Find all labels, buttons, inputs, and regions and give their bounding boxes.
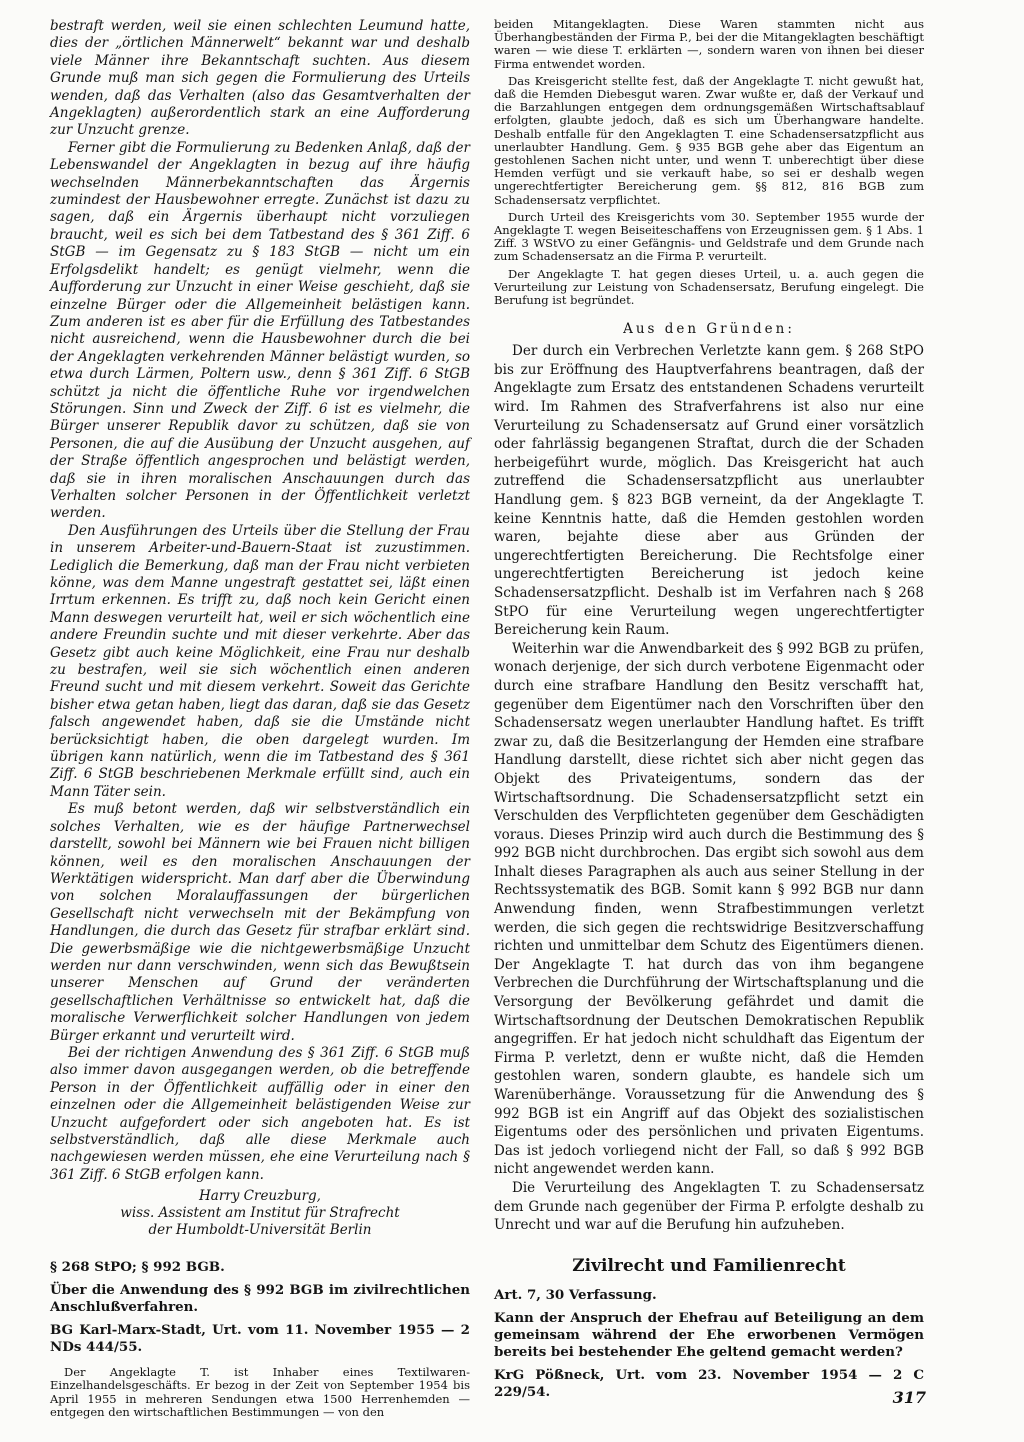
court-citation: BG Karl-Marx-Stadt, Urt. vom 11. November 1955 — 2 NDs 444/55.: [50, 1322, 470, 1356]
section-title: Zivilrecht und Familienrecht: [572, 1255, 846, 1276]
grounds-paragraph-1: Der durch ein Verbrechen Verletzte kann gem. § 268 StPO bis zur Eröffnung des Hauptverfahrens beantragen, daß der Angeklagte zum Ersatz des entstandenen Schadens verurteilt wird. Im Rahmen des Strafverfahrens ist also nur eine Verurteilung zu Schadensersatz auf Grund einer vorsätzlich oder fahrlässig begangenen Straftat, durch die der Schaden herbeigeführt wurde, möglich. Das Kreisgericht hat auch zutreffend die Schadensersatzpflicht aus unerlaubter Handlung gem. § 823 BGB verneint, da der Angeklagte T. keine Kenntnis hatte, daß die Hemden gestohlen worden waren, bejahte diese aber aus Gründen der ungerechtfertigten Bereicherung. Die Rechtsfolge einer ungerechtfertigten Bereicherung ist jedoch keine Schadensersatzpflicht. Deshalb ist im Verfahren nach § 268 StPO für eine Verurteilung wegen ungerechtfertigter Bereicherung kein Raum.: [494, 343, 924, 639]
left-column: [50, 18, 470, 1419]
facts-paragraph-4: Der Angeklagte T. hat gegen dieses Urteil, u. a. auch gegen die Verurteilung zur Leistung von Schadensersatz, Berufung eingelegt. Die Berufung ist begründet.: [494, 266, 924, 308]
facts-paragraph-2: Das Kreisgericht stellte fest, daß der Angeklagte T. nicht gewußt hat, daß die Hemden Diebesgut waren. Zwar wußte er, daß der Verkauf und die Barzahlungen entgegen dem ordnungsgemäßen Wirtschaftsablauf erfolgten, glaubte jedoch, daß es sich um Überhangware handelte. Deshalb entfalle für den Angeklagten T. eine Schadensersatzpflicht aus unerlaubter Handlung. Gem. § 935 BGB gehe aber das Eigentum an gestohlenen Sachen nicht unter, und wenn T. unberechtigt über diese Hemden verfügt und sie verkauft habe, so sei er deshalb wegen ungerechtfertigter Bereicherung gem. §§ 812, 816 BGB zum Schadensersatz verpflichtet.: [494, 73, 924, 207]
essay-paragraph-2: Ferner gibt die Formulierung zu Bedenken Anlaß, daß der Lebenswandel der Angeklagten in bezug auf ihre häufig wechselnden Männerbekanntschaften das Ärgernis zumindest der Hausbewohner erregte. Zunächst ist dazu zu sagen, daß ein Ärgernis überhaupt nicht vorzuliegen braucht, weil es sich bei dem Tatbestand des § 361 Ziff. 6 StGB — im Gegensatz zu § 183 StGB — nicht um ein Erfolgsdelikt handelt; es genügt vielmehr, wenn die Aufforderung zur Unzucht in einer Weise geschieht, daß sie einzelne Bürger oder die Allgemeinheit belästigen kann. Zum anderen ist es aber für die Erfüllung des Tatbestandes nicht ausreichend, wenn die Hausbewohner durch die bei der Angeklagten verkehrenden Männer belästigt wurden, so etwa durch Lärmen, Poltern usw., denn § 361 Ziff. 6 StGB schützt ja nicht die öffentliche Ruhe vor irgendwelchen Störungen. Sinn und Zweck der Ziff. 6 ist es vielmehr, die Bürger unserer Republik davor zu schützen, daß sie von Personen, die auf die Ausübung der Unzucht ausgehen, auf der Straße öffentlich angesprochen und belästigt werden, daß sie in ihren moralischen Anschauungen durch das Verhalten solcher Personen in der Öffentlichkeit verletzt werden.: [50, 139, 470, 522]
essay-paragraph-3: Den Ausführungen des Urteils über die Stellung der Frau in unserem Arbeiter-und-Bauern-Staat ist zuzustimmen. Lediglich die Bemerkung, daß man der Frau nicht verbieten könne, was dem Manne ungestraft gestattet sei, läßt einen Irrtum erkennen. Es trifft zu, daß noch kein Gericht einen Mann deswegen verurteilt hat, weil er sich wöchentlich eine andere Freundin suchte und mit dieser verkehrte. Aber das Gesetz gibt auch keine Möglichkeit, eine Frau nur deshalb zu bestrafen, weil sie sich wöchentlich einen anderen Freund sucht und mit diesem verkehrt. Soweit das Gerichte bisher etwa getan haben, liegt das daran, daß sie das Gesetz falsch angewendet haben, daß sie die Umstände nicht berücksichtigt haben, die oben dargelegt wurden. Im übrigen kann natürlich, wenn die im Tatbestand des § 361 Ziff. 6 StGB beschriebenen Merkmale erfüllt sind, auch ein Mann Täter sein.: [50, 522, 470, 800]
case-headnote-2: Kann der Anspruch der Ehefrau auf Beteiligung an dem gemeinsam während der Ehe erworbenen Vermögen bereits bei bestehender Ehe geltend gemacht werden?: [494, 1309, 924, 1360]
author-signature: [50, 1188, 470, 1239]
grounds-heading: Aus den Gründen:: [623, 321, 795, 338]
case-headnote: Über die Anwendung des § 992 BGB im zivilrechtlichen Anschlußverfahren.: [50, 1282, 470, 1316]
facts-paragraph-3: Durch Urteil des Kreisgerichts vom 30. September 1955 wurde der Angeklagte T. wegen Beiseiteschaffens von Erzeugnissen gem. § 1 Abs. 1 Ziff. 3 WStVO zu einer Gefängnis- und Geldstrafe und dem Grunde nach zum Schadensersatz an die Firma P. verurteilt.: [494, 209, 924, 264]
essay-paragraph-1: bestraft werden, weil sie einen schlechten Leumund hatte, dies der „örtlichen Männerwelt“ bekannt war und deshalb viele Männer ihre Bekanntschaft suchten. Aus diesem Grunde muß man sich gegen die Formulierung des Urteils wenden, daß das Verhalten (also das Gesamtverhalten der Angeklagten) außerordentlich stark an eine Aufforderung zur Unzucht grenze.: [50, 18, 470, 139]
court-citation-2: KrG Pößneck, Urt. vom 23. November 1954 — 2 C 229/54.: [494, 1366, 924, 1400]
right-column: [494, 18, 924, 1401]
author-position: wiss. Assistent am Institut für Strafrecht: [120, 1205, 400, 1222]
case-facts-paragraph: Der Angeklagte T. ist Inhaber eines Textilwaren-Einzelhandelsgeschäfts. Er bezog in der Zeit von September 1954 bis April 1955 in mehreren Sendungen etwa 1500 Herrenhemden — entgegen den wirtschaftlichen Bestimmungen — von den: [50, 1365, 470, 1419]
law-reference: § 268 StPO; § 992 BGB.: [50, 1259, 225, 1276]
author-institution: der Humboldt-Universität Berlin: [148, 1222, 372, 1239]
essay-paragraph-5: Bei der richtigen Anwendung des § 361 Ziff. 6 StGB muß also immer davon ausgegangen werden, ob die betreffende Person in der Öffentlichkeit auffällig oder in einer den einzelnen oder die Allgemeinheit belästigenden Weise zur Unzucht aufgefordert oder sich angeboten hat. Es ist selbstverständlich, daß alle diese Merkmale auch nachgewiesen werden müssen, ehe eine Verurteilung nach § 361 Ziff. 6 StGB erfolgen kann.: [50, 1044, 470, 1183]
essay-paragraph-4: Es muß betont werden, daß wir selbstverständlich ein solches Verhalten, wie es der häufige Partnerwechsel darstellt, sowohl bei Männern wie bei Frauen nicht billigen können, weil es den moralischen Anschauungen der Werktätigen widerspricht. Man darf aber die Überwindung von solchen Moralauffassungen der bürgerlichen Gesellschaft nicht verwechseln mit der Bekämpfung von Handlungen, die durch das Gesetz für strafbar erklärt sind. Die gewerbsmäßige wie die nichtgewerbsmäßige Unzucht werden nur dann verschwinden, wenn sich das Bewußtsein unserer Menschen auf Grund der veränderten gesellschaftlichen Verhältnisse so entwickelt hat, daß die moralische Verwerflichkeit solcher Handlungen von jedem Bürger erkannt und verurteilt wird.: [50, 801, 470, 1044]
grounds-paragraph-3: Die Verurteilung des Angeklagten T. zu Schadensersatz dem Grunde nach gegenüber der Firma P. erfolgte deshalb zu Unrecht und war auf die Berufung hin aufzuheben.: [494, 1179, 924, 1234]
grounds-paragraph-2: Weiterhin war die Anwendbarkeit des § 992 BGB zu prüfen, wonach derjenige, der sich durch verbotene Eigenmacht oder durch eine strafbare Handlung den Besitz verschafft hat, gegenüber dem Eigentümer nach den Vorschriften über den Schadensersatz wegen unerlaubter Handlung haftet. Es trifft zwar zu, daß die Besitzerlangung der Hemden eine strafbare Handlung darstellt, diese richtet sich aber nicht gegen das Objekt des Privateigentums, sondern das der Wirtschaftsordnung. Die Schadensersatzpflicht setzt ein Verschulden des Verpflichteten gegenüber dem Geschädigten voraus. Dieses Prinzip wird auch durch die Bestimmung des § 992 BGB nicht durchbrochen. Das ergibt sich sowohl aus dem Inhalt dieses Paragraphen als auch aus seiner Stellung in der Rechtssystematik des BGB. Somit kann § 992 BGB nur dann Anwendung finden, wenn Strafbestimmungen verletzt werden, die sich gegen die rechtswidrige Besitzverschaffung richten und unmittelbar dem Schutz des Eigentümers dienen. Der Angeklagte T. hat durch das von ihm begangene Verbrechen die Durchführung der Wirtschaftsplanung und die Versorgung der Bevölkerung gefährdet und damit die Wirtschaftsordnung der Deutschen Demokratischen Republik angegriffen. Er hat jedoch nicht schuldhaft das Eigentum der Firma P. verletzt, denn er wußte nicht, daß die Hemden gestohlen waren, sondern glaubte, es handele sich um Warenüberhänge. Voraussetzung für die Anwendung des § 992 BGB ist ein Angriff auf das Objekt des sozialistischen Eigentums oder des persönlichen und privaten Eigentums. Das ist jedoch vorliegend nicht der Fall, so daß § 992 BGB nicht angewendet werden kann.: [494, 640, 924, 1178]
page-number: 317: [892, 1388, 926, 1407]
constitution-reference: Art. 7, 30 Verfassung.: [494, 1286, 657, 1303]
facts-paragraph-1: beiden Mitangeklagten. Diese Waren stammten nicht aus Überhangbeständen der Firma P., bei der die Mitangeklagten beschäftigt waren — wie diese T. erklärten —, sondern waren von ihnen bei dieser Firma entwendet worden.: [494, 17, 924, 71]
author-name: Harry Creuzburg,: [199, 1188, 321, 1205]
